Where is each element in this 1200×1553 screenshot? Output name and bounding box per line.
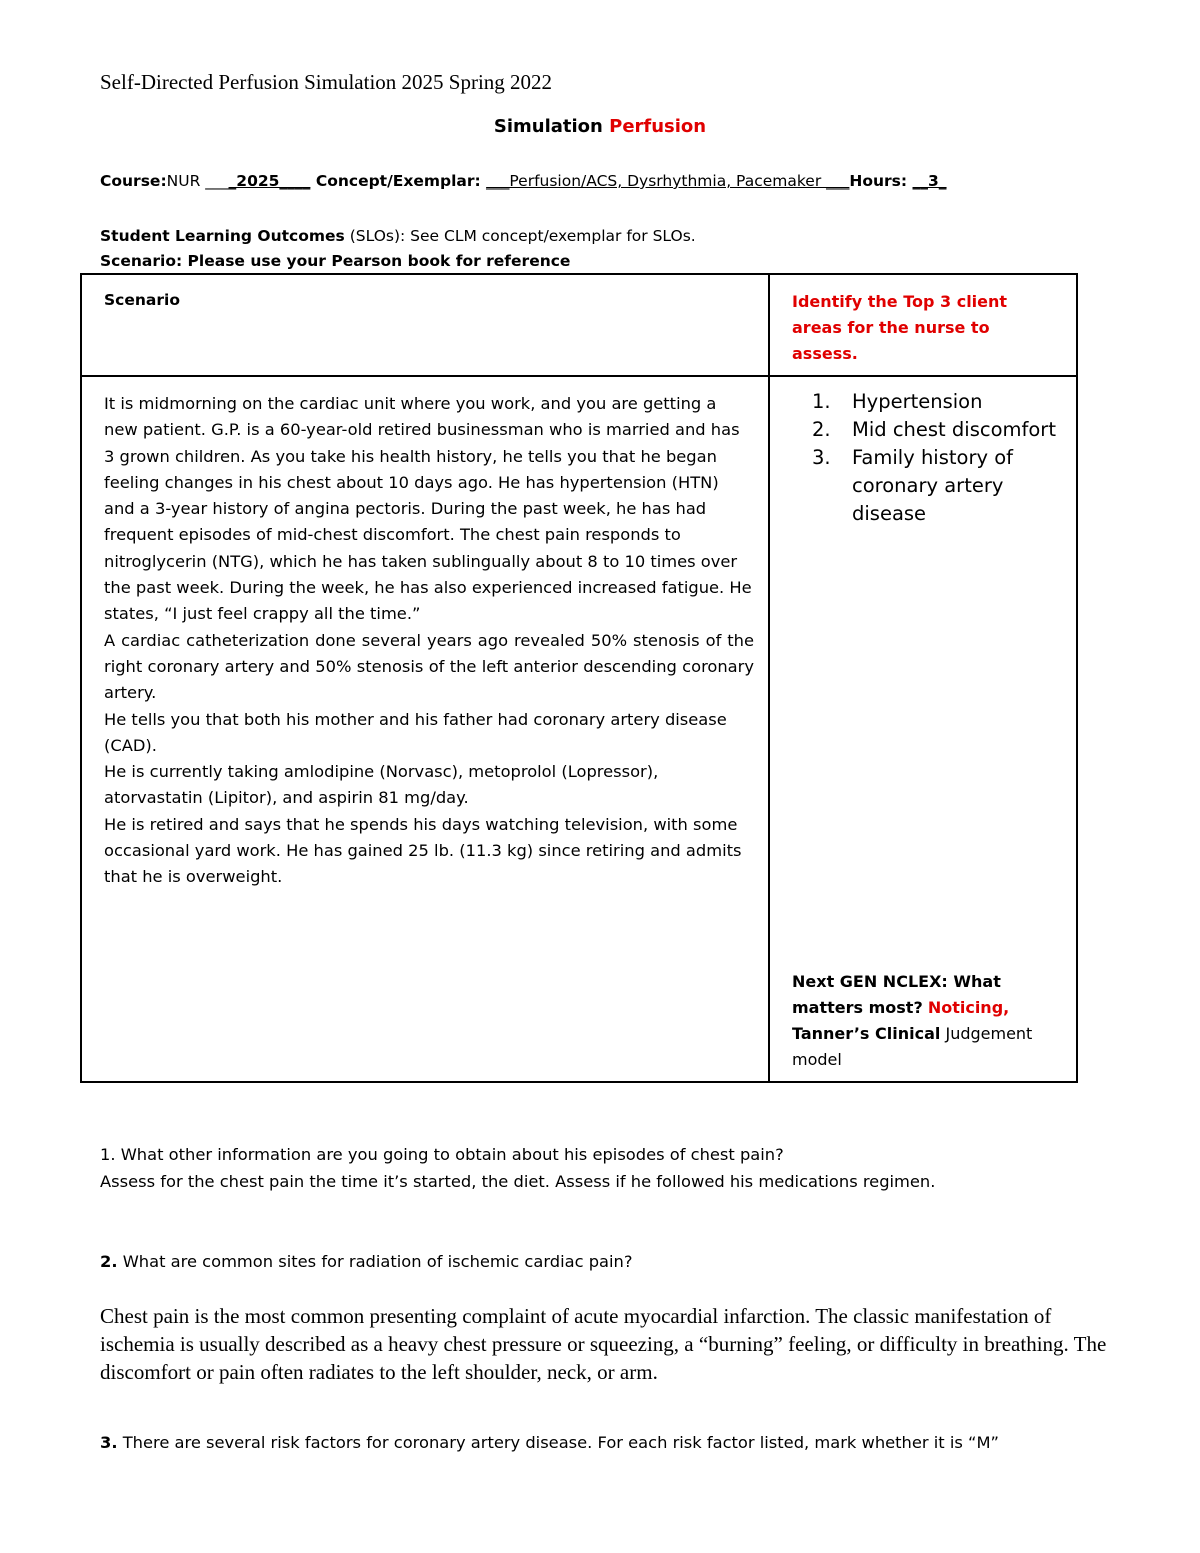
scenario-paragraph: He is retired and says that he spends his days watching television, with some occasional yard work. He has gained 25 lb. (11.3 kg) since retiring and admits that he is overweight. [104, 814, 742, 887]
next-gen-nclex-note [792, 969, 1052, 1073]
slo-line [100, 227, 696, 245]
question-1: 1. What other information are you going to obtain about his episodes of chest pain? [100, 1145, 784, 1164]
question-2 [100, 1252, 633, 1271]
document-header: Self-Directed Perfusion Simulation 2025 Spring 2022 [100, 70, 553, 94]
ngn-bold: Next GEN NCLEX: What matters most? [792, 972, 1001, 1017]
top3-item: 1. Hypertension [812, 390, 983, 413]
ngn-normal: Judgement model [792, 1024, 1033, 1069]
course-value-prefix: NUR ___ [166, 172, 229, 190]
scenario-paragraph: He tells you that both his mother and his father had coronary artery disease (CAD). [104, 709, 727, 755]
answer-1: Assess for the chest pain the time it’s started, the diet. Assess if he followed his medications regimen. [100, 1172, 936, 1191]
question-3 [100, 1433, 999, 1452]
table-column-divider [768, 275, 770, 1081]
top3-item: 2. Mid chest discomfort [812, 418, 1056, 441]
scenario-text [104, 391, 754, 891]
simulation-title-black: Simulation [493, 116, 603, 137]
concept-value: ___Perfusion/ACS, Dysrhythmia, Pacemaker ___ [486, 172, 850, 190]
course-line [100, 172, 947, 190]
top3-item: 3. Family history of coronary artery disease [812, 446, 1014, 525]
concept-label: Concept/Exemplar: [315, 172, 481, 190]
ngn-red: Noticing, [927, 998, 1010, 1017]
simulation-title [0, 116, 1200, 137]
scenario-note: Scenario: Please use your Pearson book for reference [100, 252, 571, 270]
simulation-title-red: Perfusion [609, 116, 707, 137]
hours-value: __3_ [912, 172, 947, 190]
slo-label: Student Learning Outcomes [100, 227, 345, 245]
answer-2: Chest pain is the most common presenting complaint of acute myocardial infarction. The classic manifestation of ischemia is usually described as a heavy chest pressure or squeezing, a “burning” feeling, or difficulty in breathing. The discomfort or pain often radiates to the left shoulder, neck, or arm. [100, 1304, 1107, 1384]
table-row-divider [82, 375, 1076, 377]
question-3-text: There are several risk factors for coronary artery disease. For each risk factor listed, mark whether it is “M” [122, 1433, 999, 1452]
scenario-paragraph: He is currently taking amlodipine (Norvasc), metoprolol (Lopressor), atorvastatin (Lipitor), and aspirin 81 mg/day. [104, 762, 659, 808]
course-label: Course: [100, 172, 167, 190]
scenario-paragraph: A cardiac catheterization done several years ago revealed 50% stenosis of the right coronary artery and 50% stenosis of the left anterior descending coronary artery. [104, 630, 754, 703]
table-header-scenario: Scenario [104, 291, 180, 309]
ngn-bold-2: Tanner’s Clinical [792, 1024, 941, 1043]
course-value: _2025____ [228, 172, 311, 190]
scenario-paragraph: It is midmorning on the cardiac unit where you work, and you are getting a new patient. G.P. is a 60-year-old retired businessman who is married and has 3 grown children. As you take his health history, he tells you that he began feeling changes in his chest about 10 days ago. He has hypertension (HTN) and a 3-year history of angina pectoris. During the past week, he has had frequent episodes of mid-chest discomfort. The chest pain responds to nitroglycerin (NTG), which he has taken sublingually about 8 to 10 times over the past week. During the week, he has also experienced increased fatigue. He states, “I just feel crappy all the time.” [104, 394, 752, 624]
question-3-number: 3. [100, 1433, 118, 1452]
hours-label: Hours: [849, 172, 908, 190]
table-header-top3: Identify the Top 3 client areas for the nurse to assess. [792, 292, 1008, 363]
question-2-text: What are common sites for radiation of ischemic cardiac pain? [122, 1252, 633, 1271]
scenario-table [80, 273, 1078, 1083]
top3-list [812, 388, 1072, 528]
slo-text: See CLM concept/exemplar for SLOs. [410, 227, 696, 245]
question-2-number: 2. [100, 1252, 118, 1271]
slo-abbr: (SLOs): [349, 227, 406, 245]
